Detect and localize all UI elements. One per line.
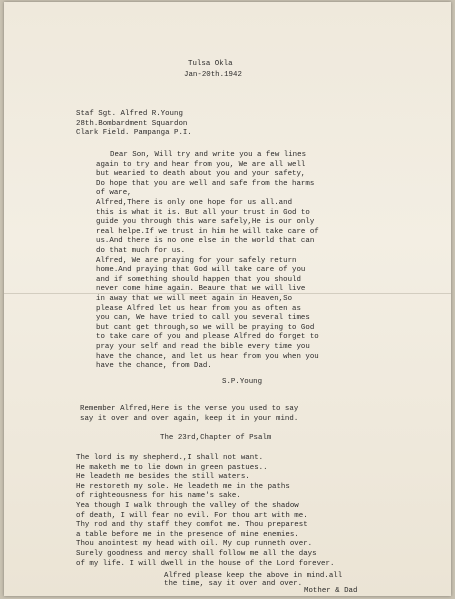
body-line: Alfred, We are praying for your safely return (96, 256, 297, 265)
body-line: real helpe.If we trust in him he will take care of (96, 227, 319, 236)
body-line: but wearied to death about you and your safety, (96, 170, 306, 179)
body-line: again to try and hear from you, We are all well (96, 160, 306, 169)
psalm-line: He restoreth my sole. He leadeth me in the paths (76, 482, 290, 491)
body-line: you can, We have tried to call you several times (96, 314, 310, 323)
body-line: and if something should happen that you should (96, 275, 301, 284)
body-line: this is what it is. But all your trust in God to (96, 208, 310, 217)
remember-line: Remember Alfred,Here is the verse you used to say (80, 405, 299, 413)
psalm-line: Yea though I walk through the valley of the shadow (76, 502, 299, 510)
psalm-line: He maketh me to lie down in green pastues.. (76, 463, 268, 472)
closing-line: Alfred please keep the above in mind.all (164, 572, 343, 580)
body-line: guide you through this ware safely,He is our only (96, 218, 315, 227)
body-line: pray your self and read the bible every time you (96, 343, 310, 351)
psalm-line: He leadeth me besides the still waters. (76, 473, 250, 482)
body-line: home.And praying that God will take care of you (96, 266, 306, 275)
remember-line: say it over and over again, keep it in your mind. (80, 414, 299, 423)
psalm-line: Surely goodness and mercy shall follow me all the days (76, 550, 317, 558)
psalm-line: Thou anointest my head with oil. My cup runneth over. (76, 540, 313, 549)
psalm-line: The lord is my shepherd.,I shall not want. (76, 454, 264, 462)
body-line: Alfred,There is only one hope for us all.and (96, 199, 293, 207)
address-line: Clark Field. Pampanga P.I. (76, 129, 192, 138)
body-line: but cant get through,so we will be praying to God (96, 323, 315, 332)
body-line: do that much for us. (96, 247, 186, 255)
psalm-line: of righteousness for his name's sake. (76, 492, 241, 501)
body-line: us.And there is no one else in the world that can (96, 237, 315, 246)
letter-date: Jan-20th.1942 (184, 71, 242, 79)
body-line: have the chance, and let us hear from you when you (96, 352, 319, 361)
body-line: never come hime again. Beaure that we will live (96, 285, 306, 294)
psalm-line: Thy rod and thy staff they comfot me. Thou preparest (76, 521, 308, 530)
body-line: Do hope that you are well and safe from the harms (96, 179, 315, 188)
psalm-line: of death, I will fear no evil. For thou art with me. (76, 511, 308, 520)
body-line: of ware, (96, 189, 132, 198)
signature-mother-dad: Mother & Dad (304, 587, 358, 595)
address-line: Staf Sgt. Alfred R.Young (76, 110, 183, 118)
letter-page (4, 2, 451, 596)
psalm-line: a table before me in the presence of mine enemies. (76, 530, 299, 539)
closing-line: the time, say it over and over. (164, 580, 303, 588)
psalm-title: The 23rd,Chapter of Psalm (160, 434, 272, 442)
body-line: have the chance, from Dad. (96, 362, 212, 371)
letter-place: Tulsa Okla (188, 60, 233, 68)
psalm-line: of my life. I will dwell in the house of the Lord forever. (76, 559, 335, 568)
body-line: in away that we will meet again in Heaven,So (96, 295, 293, 303)
address-line: 28th.Bombardment Squardon (76, 119, 188, 128)
signature-sp-young: S.P.Young (222, 378, 263, 386)
body-line: to take care of you and please Alfred do forget to (96, 333, 319, 342)
body-line: Dear Son, Will try and write you a few lines (110, 151, 307, 159)
body-line: please Alfred let us hear from you as often as (96, 304, 301, 313)
